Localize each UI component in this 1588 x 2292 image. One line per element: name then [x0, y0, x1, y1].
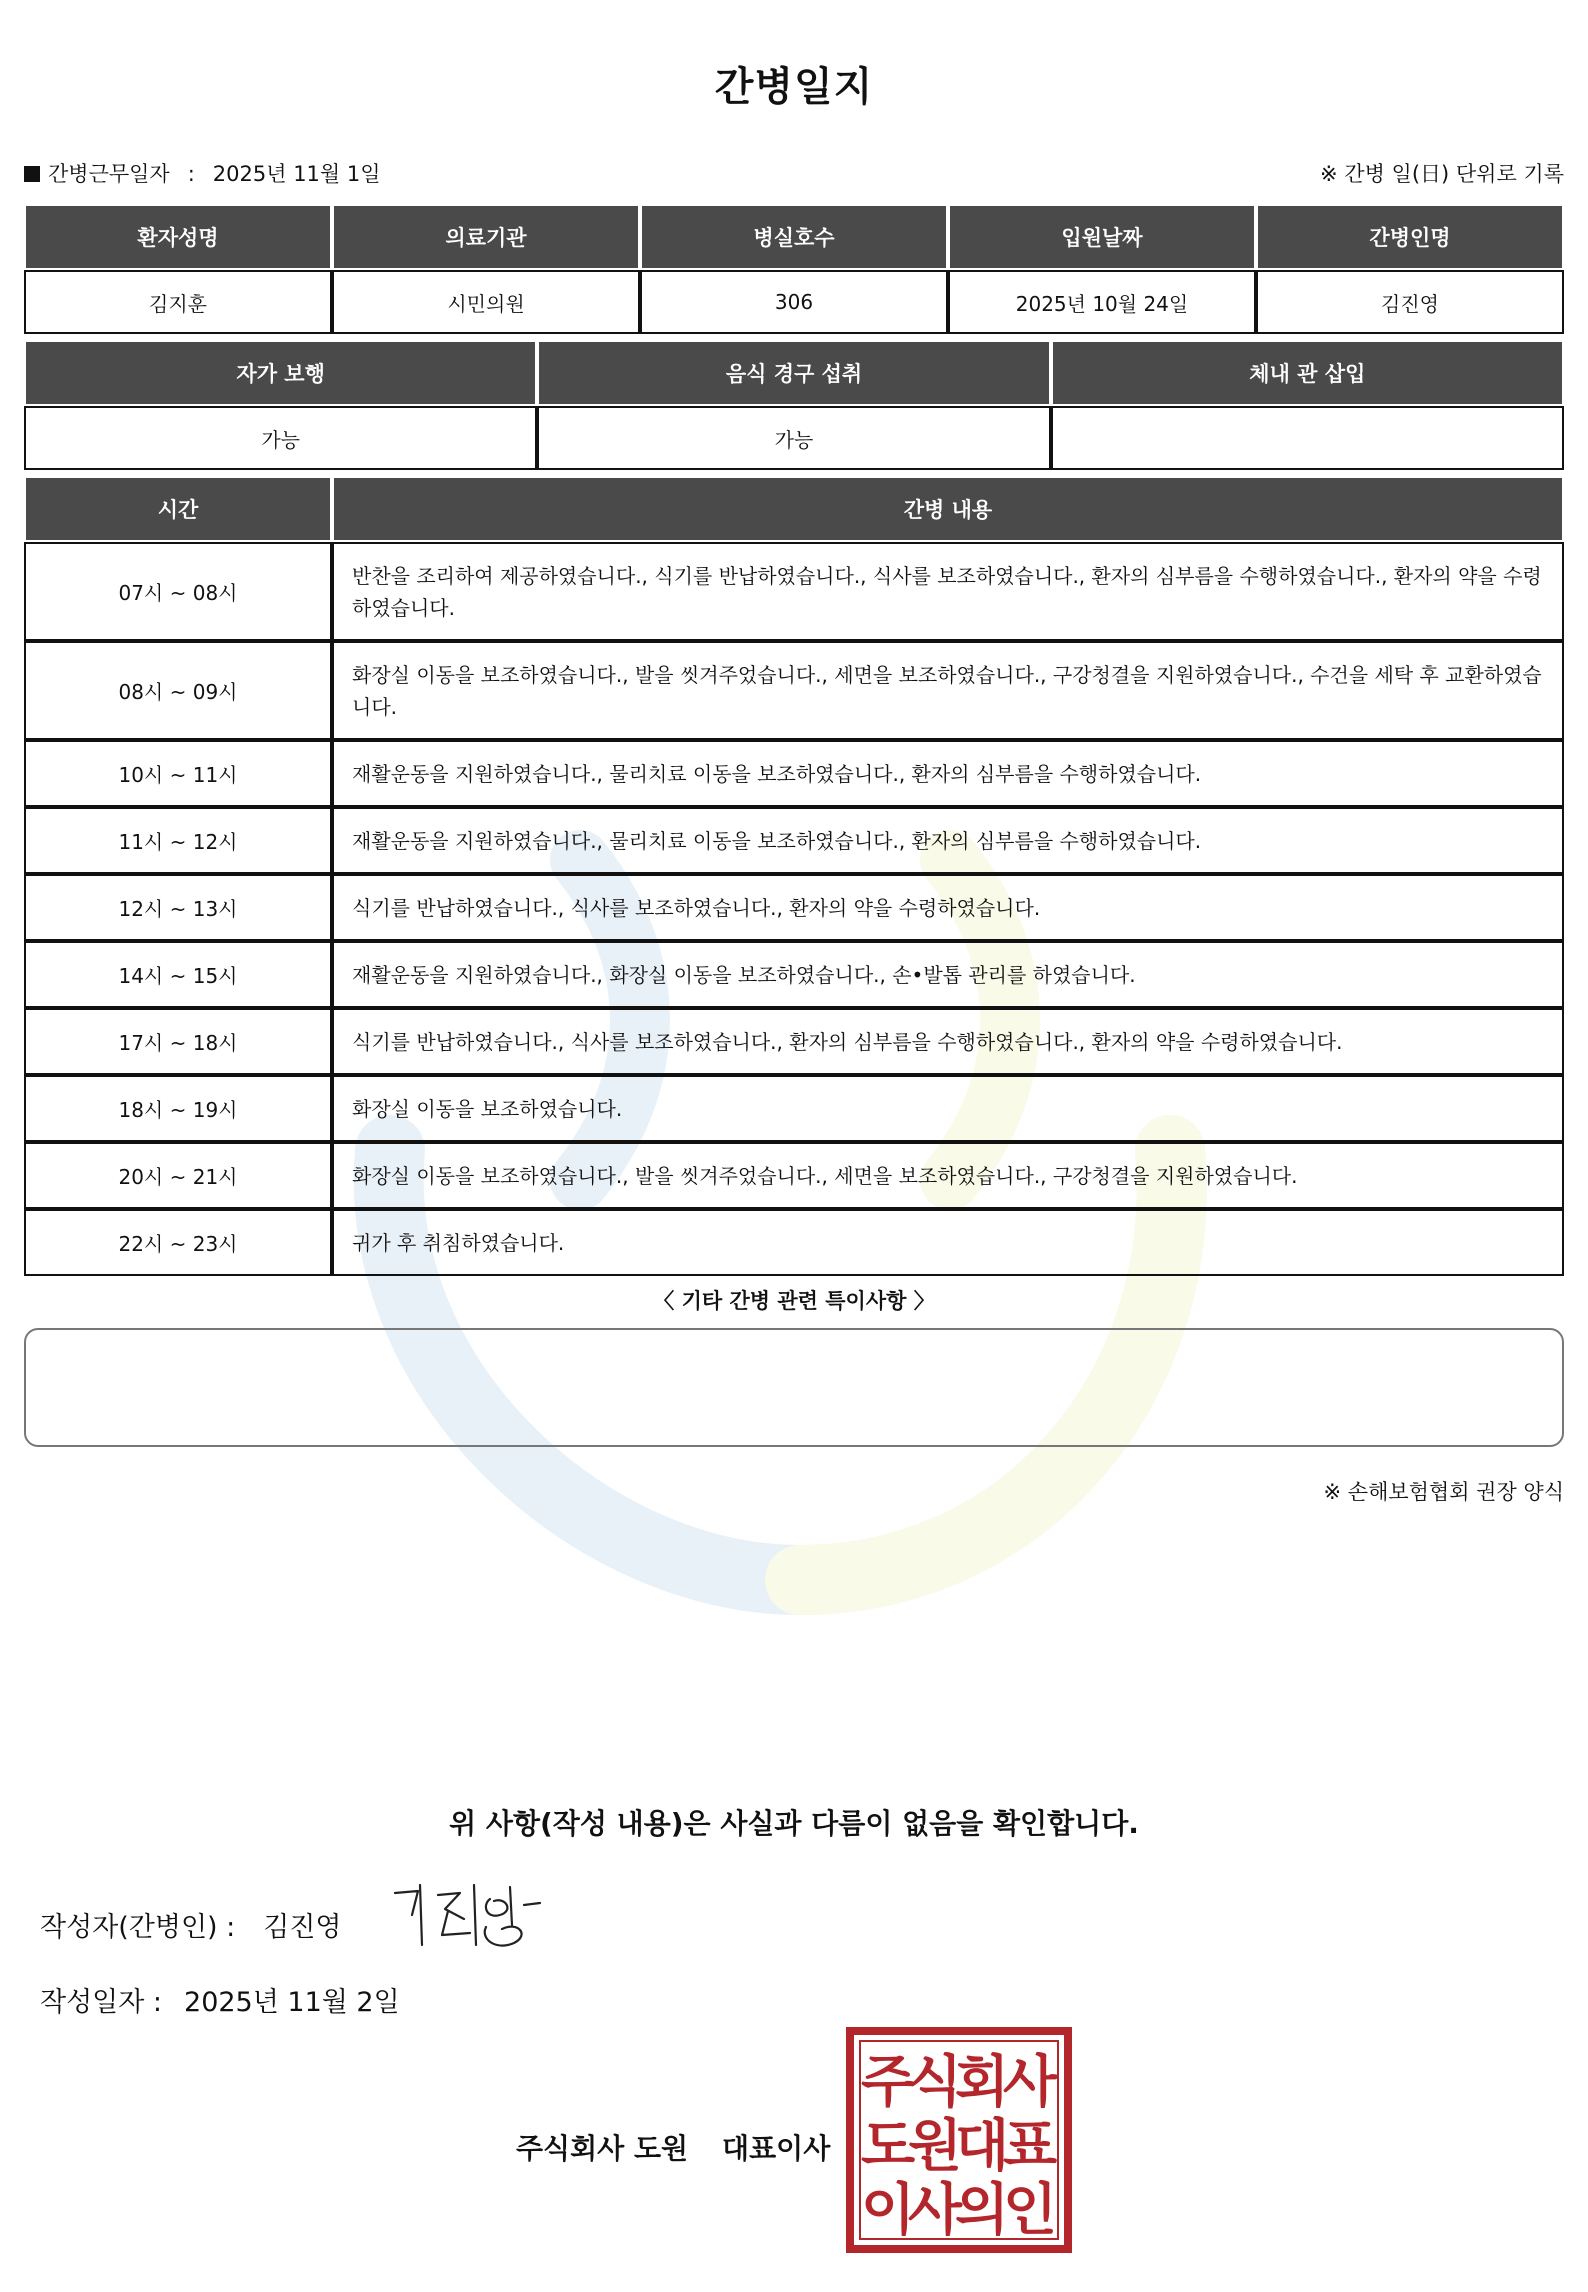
document-title: 간병일지 — [714, 64, 874, 110]
time-cell: 11시 ~ 12시 — [24, 807, 332, 874]
company-title: 대표이사 — [722, 2132, 831, 2165]
caregiver-name: 김진영 — [1256, 270, 1564, 334]
time-cell: 22시 ~ 23시 — [24, 1209, 332, 1276]
remarks-title: 〈 기타 간병 관련 특이사항 〉 — [653, 1289, 935, 1313]
time-cell: 17시 ~ 18시 — [24, 1008, 332, 1075]
content-cell: 식기를 반납하였습니다., 식사를 보조하였습니다., 환자의 약을 수령하였습니다. — [332, 874, 1564, 941]
table-header-row — [24, 476, 1564, 542]
writer-line — [40, 1905, 342, 1944]
written-date-value: 2025년 11월 2일 — [184, 1987, 400, 2018]
header-self-walking: 자가 보행 — [24, 340, 537, 406]
table-row — [24, 740, 1564, 807]
svg-text:식: 식 — [907, 2050, 963, 2115]
table-row — [24, 542, 1564, 641]
work-date-separator: : — [187, 162, 195, 186]
recommend-note: ※ 손해보험협회 권장 양식 — [1323, 1480, 1564, 1504]
header-admission-date: 입원날짜 — [948, 204, 1256, 270]
svg-text:사: 사 — [907, 2178, 963, 2243]
content-cell: 귀가 후 취침하였습니다. — [332, 1209, 1564, 1276]
table-row — [24, 1209, 1564, 1276]
room-number: 306 — [640, 270, 948, 334]
oral-intake-value: 가능 — [537, 406, 1050, 470]
time-cell: 10시 ~ 11시 — [24, 740, 332, 807]
svg-text:사: 사 — [1002, 2050, 1058, 2115]
svg-text:인: 인 — [1002, 2178, 1058, 2243]
work-date — [24, 158, 381, 188]
patient-info-table — [24, 204, 1564, 334]
care-log-table — [24, 476, 1564, 1276]
svg-text:도: 도 — [860, 2114, 916, 2179]
table-row — [24, 807, 1564, 874]
header-room-number: 병실호수 — [640, 204, 948, 270]
header-oral-intake: 음식 경구 섭취 — [537, 340, 1050, 406]
table-header-row — [24, 340, 1564, 406]
confirmation-statement: 위 사항(작성 내용)은 사실과 다름이 없음을 확인합니다. — [449, 1807, 1139, 1840]
patient-name: 김지훈 — [24, 270, 332, 334]
content-cell: 화장실 이동을 보조하였습니다., 발을 씻겨주었습니다., 세면을 보조하였습니다., 구강청결을 지원하였습니다., 수건을 세탁 후 교환하였습니다. — [332, 641, 1564, 740]
table-row — [24, 641, 1564, 740]
written-date-label: 작성일자 : — [40, 1987, 163, 2018]
time-cell: 14시 ~ 15시 — [24, 941, 332, 1008]
content-cell: 화장실 이동을 보조하였습니다., 발을 씻겨주었습니다., 세면을 보조하였습니다., 구강청결을 지원하였습니다. — [332, 1142, 1564, 1209]
table-row — [24, 941, 1564, 1008]
svg-text:회: 회 — [954, 2050, 1010, 2115]
time-cell: 20시 ~ 21시 — [24, 1142, 332, 1209]
unit-note: ※ 간병 일(日) 단위로 기록 — [1320, 162, 1564, 186]
svg-text:원: 원 — [907, 2114, 963, 2179]
svg-text:이: 이 — [860, 2178, 916, 2243]
content-cell: 재활운동을 지원하였습니다., 물리치료 이동을 보조하였습니다., 환자의 심부름을 수행하였습니다. — [332, 740, 1564, 807]
hospital-name: 시민의원 — [332, 270, 640, 334]
writer-label: 작성자(간병인) : — [40, 1912, 236, 1943]
content-cell: 화장실 이동을 보조하였습니다. — [332, 1075, 1564, 1142]
work-date-value: 2025년 11월 1일 — [212, 162, 381, 186]
svg-text:표: 표 — [1002, 2114, 1058, 2179]
tube-insertion-value — [1051, 406, 1564, 470]
patient-status-table — [24, 340, 1564, 470]
company-name: 주식회사 도원 — [516, 2132, 689, 2165]
time-cell: 18시 ~ 19시 — [24, 1075, 332, 1142]
company-line — [516, 2127, 830, 2167]
header-time: 시간 — [24, 476, 332, 542]
svg-text:의: 의 — [954, 2178, 1010, 2243]
svg-text:주: 주 — [860, 2050, 916, 2115]
time-cell: 07시 ~ 08시 — [24, 542, 332, 641]
time-cell: 08시 ~ 09시 — [24, 641, 332, 740]
admission-date: 2025년 10월 24일 — [948, 270, 1256, 334]
writer-name: 김진영 — [263, 1912, 342, 1943]
remarks-box — [24, 1328, 1564, 1447]
content-cell: 식기를 반납하였습니다., 식사를 보조하였습니다., 환자의 심부름을 수행하였습니다., 환자의 약을 수령하였습니다. — [332, 1008, 1564, 1075]
content-cell: 재활운동을 지원하였습니다., 화장실 이동을 보조하였습니다., 손•발톱 관리를 하였습니다. — [332, 941, 1564, 1008]
header-patient-name: 환자성명 — [24, 204, 332, 270]
header-caregiver-name: 간병인명 — [1256, 204, 1564, 270]
content-cell: 재활운동을 지원하였습니다., 물리치료 이동을 보조하였습니다., 환자의 심부름을 수행하였습니다. — [332, 807, 1564, 874]
work-date-label: 간병근무일자 — [48, 162, 170, 186]
table-row — [24, 1075, 1564, 1142]
header-tube-insertion: 체내 관 삽입 — [1051, 340, 1564, 406]
content-cell: 반찬을 조리하여 제공하였습니다., 식기를 반납하였습니다., 식사를 보조하였습니다., 환자의 심부름을 수행하였습니다., 환자의 약을 수령하였습니다. — [332, 542, 1564, 641]
time-cell: 12시 ~ 13시 — [24, 874, 332, 941]
table-row — [24, 1142, 1564, 1209]
self-walking-value: 가능 — [24, 406, 537, 470]
table-row — [24, 270, 1564, 334]
header-hospital: 의료기관 — [332, 204, 640, 270]
table-header-row — [24, 204, 1564, 270]
svg-text:대: 대 — [954, 2114, 1010, 2179]
table-row — [24, 1008, 1564, 1075]
table-row — [24, 874, 1564, 941]
company-seal-stamp — [846, 2027, 1072, 2253]
written-date-line — [40, 1980, 400, 2019]
table-row — [24, 406, 1564, 470]
header-care-content: 간병 내용 — [332, 476, 1564, 542]
square-bullet-icon — [24, 166, 40, 182]
handwritten-signature — [390, 1875, 550, 1955]
